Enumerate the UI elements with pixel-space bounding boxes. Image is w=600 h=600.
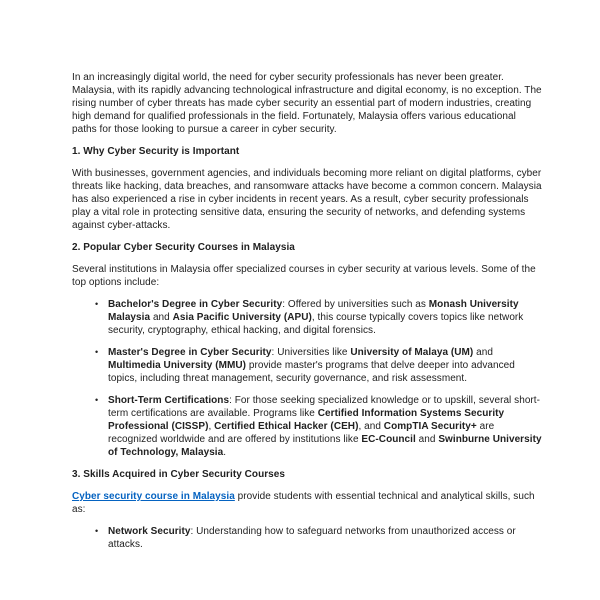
bold-run: Certified Information Systems Security Professional (CISSP)	[108, 408, 505, 432]
text-run: : Universities like	[271, 347, 351, 358]
text-run: .	[223, 447, 227, 458]
bold-run: Network Security	[108, 526, 191, 537]
bold-run: Asia Pacific University (APU)	[172, 312, 312, 323]
bold-run: University of Malaya (UM)	[350, 347, 474, 358]
list-item-short-term-certifications	[72, 394, 542, 459]
bullet-icon: •	[95, 299, 99, 309]
list-item-bachelors-degree	[72, 298, 542, 337]
list-item-text	[108, 394, 542, 459]
bold-run: Multimedia University (MMU)	[108, 360, 247, 371]
text-run: and	[415, 434, 439, 445]
text-run: ,	[208, 421, 215, 432]
text-run: : Offered by universities such as	[282, 299, 429, 310]
bold-run: CompTIA Security+	[383, 421, 477, 432]
bullet-icon: •	[95, 347, 99, 357]
bold-run: Certified Ethical Hacker (CEH)	[214, 421, 359, 432]
list-item-text	[108, 346, 542, 385]
text-run: , and	[358, 421, 384, 432]
text-run: provide students with essential technical and analytical skills, such as:	[72, 491, 535, 515]
list-item-text	[108, 298, 542, 337]
section-2-paragraph: Several institutions in Malaysia offer specialized courses in cyber security at various levels. Some of the top options include:	[72, 264, 536, 288]
bold-run: Bachelor's Degree in Cyber Security	[108, 299, 283, 310]
text-run: provide master's programs that delve deeper into advanced topics, including threat management, security governance, and risk assessment.	[108, 360, 515, 384]
intro-paragraph: In an increasingly digital world, the need for cyber security professionals has never been greater. Malaysia, with its rapidly advancing technological infrastructure and digital economy, is no exception. The rising number of cyber threats has made cyber security an essential part of modern industries, creating high demand for qualified professionals in the field. Fortunately, Malaysia offers various educational paths for those looking to pursue a career in cyber security.	[72, 72, 542, 135]
bold-run: EC-Council	[361, 434, 416, 445]
text-run: : Understanding how to safeguard networks from unauthorized access or attacks.	[108, 526, 516, 550]
section-1-heading: 1. Why Cyber Security is Important	[72, 146, 240, 157]
bold-run: Swinburne University of Technology, Malaysia	[108, 434, 542, 458]
section-2-heading: 2. Popular Cyber Security Courses in Malaysia	[72, 242, 295, 253]
bullet-icon: •	[95, 395, 99, 405]
section-3-paragraph	[72, 490, 542, 516]
bold-run: Monash University Malaysia	[108, 299, 519, 323]
section-3-heading: 3. Skills Acquired in Cyber Security Courses	[72, 469, 286, 480]
list-item-network-security	[72, 525, 542, 551]
cyber-security-course-link[interactable]: Cyber security course in Malaysia	[72, 491, 235, 502]
text-run: : For those seeking specialized knowledge or to upskill, several short-term certifications are available. Programs like	[108, 395, 541, 419]
bullet-icon: •	[95, 526, 99, 536]
list-item-masters-degree	[72, 346, 542, 385]
bold-run: Master's Degree in Cyber Security	[108, 347, 272, 358]
bold-run: Short-Term Certifications	[108, 395, 230, 406]
text-run: and	[473, 347, 493, 358]
text-run: are recognized worldwide and are offered by institutions like	[108, 421, 495, 445]
text-run: and	[150, 312, 173, 323]
text-run: , this course typically covers topics like network security, cryptography, ethical hacking, and digital forensics.	[108, 312, 524, 336]
section-1-paragraph: With businesses, government agencies, and individuals becoming more reliant on digital platforms, cyber threats like hacking, data breaches, and ransomware attacks have become a common concern. Malaysia has also experienced a rise in cyber incidents in recent years. As a result, cyber security professionals play a vital role in protecting sensitive data, ensuring the security of networks, and defending systems against cyber-attacks.	[72, 168, 542, 231]
list-item-text	[108, 525, 542, 551]
